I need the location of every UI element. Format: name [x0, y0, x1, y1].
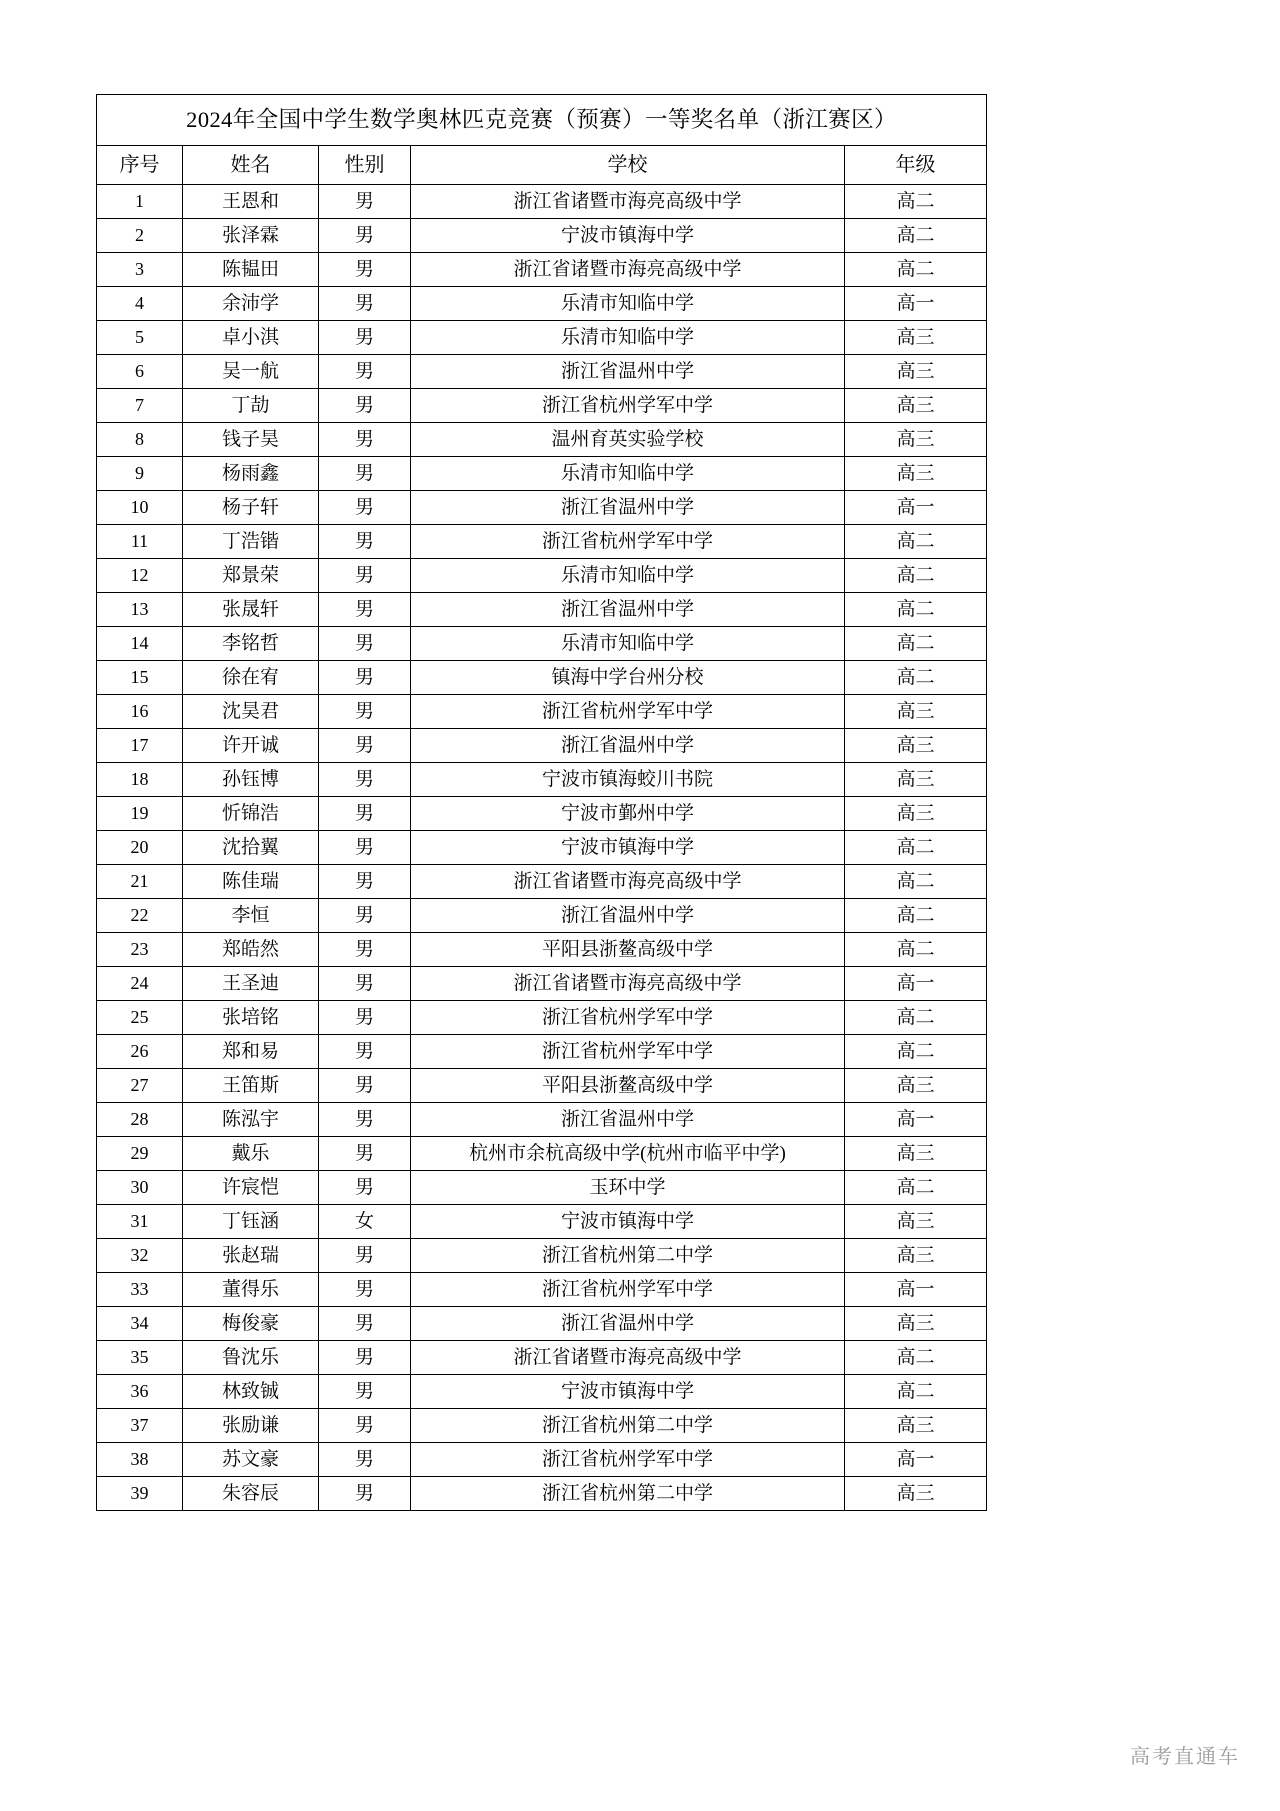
- cell-grade: 高二: [845, 219, 987, 253]
- cell-name: 陈泓宇: [183, 1103, 319, 1137]
- cell-index: 3: [97, 253, 183, 287]
- cell-name: 张赵瑞: [183, 1239, 319, 1273]
- table-row: [97, 389, 987, 423]
- cell-index: 21: [97, 865, 183, 899]
- cell-index: 27: [97, 1069, 183, 1103]
- table-row: [97, 321, 987, 355]
- cell-gender: 男: [319, 1137, 411, 1171]
- column-header-grade: 年级: [845, 146, 987, 185]
- cell-school: 浙江省温州中学: [411, 355, 845, 389]
- cell-gender: 男: [319, 525, 411, 559]
- cell-grade: 高二: [845, 627, 987, 661]
- table-row: [97, 287, 987, 321]
- cell-name: 陈韫田: [183, 253, 319, 287]
- table-row: [97, 729, 987, 763]
- table-row: [97, 491, 987, 525]
- cell-school: 浙江省杭州学军中学: [411, 695, 845, 729]
- cell-index: 32: [97, 1239, 183, 1273]
- cell-grade: 高一: [845, 1273, 987, 1307]
- cell-index: 13: [97, 593, 183, 627]
- award-list-table: [96, 94, 987, 1511]
- table-row: [97, 1443, 987, 1477]
- cell-school: 乐清市知临中学: [411, 457, 845, 491]
- table-row: [97, 797, 987, 831]
- table-row: [97, 763, 987, 797]
- cell-school: 浙江省温州中学: [411, 1307, 845, 1341]
- table-row: [97, 355, 987, 389]
- cell-gender: 男: [319, 593, 411, 627]
- cell-index: 8: [97, 423, 183, 457]
- cell-index: 5: [97, 321, 183, 355]
- cell-grade: 高三: [845, 729, 987, 763]
- cell-name: 鲁沈乐: [183, 1341, 319, 1375]
- cell-school: 浙江省温州中学: [411, 491, 845, 525]
- cell-school: 浙江省诸暨市海亮高级中学: [411, 1341, 845, 1375]
- cell-grade: 高三: [845, 1239, 987, 1273]
- cell-school: 乐清市知临中学: [411, 287, 845, 321]
- cell-index: 16: [97, 695, 183, 729]
- table-row: [97, 1477, 987, 1511]
- cell-name: 郑景荣: [183, 559, 319, 593]
- cell-school: 浙江省诸暨市海亮高级中学: [411, 253, 845, 287]
- table-row: [97, 695, 987, 729]
- cell-gender: 男: [319, 185, 411, 219]
- cell-school: 浙江省温州中学: [411, 899, 845, 933]
- cell-gender: 男: [319, 1409, 411, 1443]
- cell-gender: 男: [319, 831, 411, 865]
- cell-grade: 高二: [845, 525, 987, 559]
- cell-grade: 高二: [845, 1001, 987, 1035]
- cell-name: 梅俊豪: [183, 1307, 319, 1341]
- cell-school: 平阳县浙鳌高级中学: [411, 1069, 845, 1103]
- column-header-row: [97, 146, 987, 185]
- cell-school: 浙江省诸暨市海亮高级中学: [411, 185, 845, 219]
- table-row: [97, 1307, 987, 1341]
- cell-name: 吴一航: [183, 355, 319, 389]
- cell-index: 1: [97, 185, 183, 219]
- cell-index: 38: [97, 1443, 183, 1477]
- cell-index: 30: [97, 1171, 183, 1205]
- cell-name: 戴乐: [183, 1137, 319, 1171]
- table-row: [97, 933, 987, 967]
- watermark: 高考直通车: [1130, 1746, 1240, 1768]
- cell-gender: 男: [319, 321, 411, 355]
- table-row: [97, 865, 987, 899]
- cell-index: 10: [97, 491, 183, 525]
- cell-school: 浙江省杭州学军中学: [411, 1443, 845, 1477]
- cell-grade: 高一: [845, 967, 987, 1001]
- cell-gender: 男: [319, 1103, 411, 1137]
- cell-grade: 高三: [845, 797, 987, 831]
- cell-gender: 男: [319, 933, 411, 967]
- cell-index: 29: [97, 1137, 183, 1171]
- cell-grade: 高二: [845, 661, 987, 695]
- cell-grade: 高三: [845, 1137, 987, 1171]
- cell-name: 李铭哲: [183, 627, 319, 661]
- table-row: [97, 253, 987, 287]
- cell-grade: 高二: [845, 899, 987, 933]
- table-row: [97, 1409, 987, 1443]
- cell-index: 33: [97, 1273, 183, 1307]
- cell-name: 陈佳瑞: [183, 865, 319, 899]
- cell-school: 宁波市镇海中学: [411, 1205, 845, 1239]
- cell-gender: 男: [319, 797, 411, 831]
- cell-school: 浙江省杭州第二中学: [411, 1477, 845, 1511]
- table-row: [97, 525, 987, 559]
- table-row: [97, 1035, 987, 1069]
- cell-school: 浙江省杭州学军中学: [411, 1035, 845, 1069]
- table-row: [97, 627, 987, 661]
- cell-grade: 高二: [845, 831, 987, 865]
- cell-name: 张泽霖: [183, 219, 319, 253]
- cell-gender: 男: [319, 1171, 411, 1205]
- cell-school: 乐清市知临中学: [411, 321, 845, 355]
- cell-gender: 男: [319, 1341, 411, 1375]
- cell-grade: 高三: [845, 695, 987, 729]
- cell-gender: 男: [319, 763, 411, 797]
- cell-gender: 男: [319, 1035, 411, 1069]
- table-row: [97, 967, 987, 1001]
- cell-grade: 高二: [845, 1375, 987, 1409]
- cell-index: 28: [97, 1103, 183, 1137]
- cell-index: 4: [97, 287, 183, 321]
- cell-school: 浙江省温州中学: [411, 593, 845, 627]
- table-body: [97, 185, 987, 1511]
- cell-school: 浙江省温州中学: [411, 729, 845, 763]
- cell-index: 14: [97, 627, 183, 661]
- cell-gender: 男: [319, 1375, 411, 1409]
- cell-grade: 高三: [845, 355, 987, 389]
- cell-school: 宁波市镇海蛟川书院: [411, 763, 845, 797]
- cell-grade: 高一: [845, 1443, 987, 1477]
- title-row: [97, 95, 987, 146]
- cell-gender: 男: [319, 1443, 411, 1477]
- cell-name: 张培铭: [183, 1001, 319, 1035]
- cell-gender: 男: [319, 695, 411, 729]
- cell-grade: 高二: [845, 253, 987, 287]
- cell-name: 王恩和: [183, 185, 319, 219]
- column-header-gender: 性别: [319, 146, 411, 185]
- cell-index: 12: [97, 559, 183, 593]
- cell-school: 乐清市知临中学: [411, 627, 845, 661]
- cell-index: 39: [97, 1477, 183, 1511]
- cell-school: 玉环中学: [411, 1171, 845, 1205]
- cell-school: 宁波市镇海中学: [411, 831, 845, 865]
- cell-name: 林致铖: [183, 1375, 319, 1409]
- cell-index: 22: [97, 899, 183, 933]
- cell-name: 孙钰博: [183, 763, 319, 797]
- cell-name: 沈拾翼: [183, 831, 319, 865]
- cell-school: 浙江省杭州学军中学: [411, 1273, 845, 1307]
- cell-grade: 高二: [845, 185, 987, 219]
- table-row: [97, 899, 987, 933]
- cell-grade: 高三: [845, 457, 987, 491]
- cell-name: 许开诚: [183, 729, 319, 763]
- table-header: [97, 95, 987, 185]
- table-row: [97, 1273, 987, 1307]
- cell-school: 杭州市余杭高级中学(杭州市临平中学): [411, 1137, 845, 1171]
- cell-name: 忻锦浩: [183, 797, 319, 831]
- cell-name: 丁浩锴: [183, 525, 319, 559]
- cell-index: 2: [97, 219, 183, 253]
- cell-index: 7: [97, 389, 183, 423]
- cell-index: 36: [97, 1375, 183, 1409]
- cell-gender: 男: [319, 491, 411, 525]
- table-row: [97, 1069, 987, 1103]
- column-header-index: 序号: [97, 146, 183, 185]
- cell-gender: 男: [319, 627, 411, 661]
- cell-grade: 高三: [845, 763, 987, 797]
- cell-school: 宁波市镇海中学: [411, 219, 845, 253]
- cell-index: 25: [97, 1001, 183, 1035]
- cell-name: 余沛学: [183, 287, 319, 321]
- cell-gender: 男: [319, 729, 411, 763]
- cell-gender: 男: [319, 899, 411, 933]
- table-row: [97, 593, 987, 627]
- cell-grade: 高三: [845, 389, 987, 423]
- cell-school: 浙江省诸暨市海亮高级中学: [411, 967, 845, 1001]
- cell-name: 董得乐: [183, 1273, 319, 1307]
- cell-index: 20: [97, 831, 183, 865]
- table-row: [97, 1137, 987, 1171]
- cell-grade: 高二: [845, 593, 987, 627]
- cell-gender: 男: [319, 865, 411, 899]
- cell-name: 杨子轩: [183, 491, 319, 525]
- cell-grade: 高一: [845, 491, 987, 525]
- cell-gender: 男: [319, 559, 411, 593]
- cell-grade: 高三: [845, 1307, 987, 1341]
- cell-index: 24: [97, 967, 183, 1001]
- cell-school: 宁波市鄞州中学: [411, 797, 845, 831]
- cell-index: 9: [97, 457, 183, 491]
- cell-grade: 高二: [845, 1341, 987, 1375]
- cell-grade: 高二: [845, 1035, 987, 1069]
- cell-name: 杨雨鑫: [183, 457, 319, 491]
- cell-index: 23: [97, 933, 183, 967]
- cell-school: 浙江省杭州学军中学: [411, 389, 845, 423]
- cell-index: 37: [97, 1409, 183, 1443]
- column-header-school: 学校: [411, 146, 845, 185]
- cell-name: 郑和易: [183, 1035, 319, 1069]
- cell-gender: 女: [319, 1205, 411, 1239]
- cell-name: 钱子昊: [183, 423, 319, 457]
- cell-gender: 男: [319, 1069, 411, 1103]
- award-list-sheet: [96, 94, 986, 1511]
- table-row: [97, 1341, 987, 1375]
- cell-name: 王笛斯: [183, 1069, 319, 1103]
- cell-gender: 男: [319, 355, 411, 389]
- cell-name: 丁钰涵: [183, 1205, 319, 1239]
- cell-name: 李恒: [183, 899, 319, 933]
- cell-gender: 男: [319, 287, 411, 321]
- cell-grade: 高三: [845, 1069, 987, 1103]
- cell-school: 宁波市镇海中学: [411, 1375, 845, 1409]
- cell-gender: 男: [319, 1273, 411, 1307]
- cell-grade: 高三: [845, 321, 987, 355]
- table-row: [97, 831, 987, 865]
- table-row: [97, 1103, 987, 1137]
- cell-school: 平阳县浙鳌高级中学: [411, 933, 845, 967]
- cell-gender: 男: [319, 967, 411, 1001]
- table-row: [97, 1171, 987, 1205]
- cell-name: 张励谦: [183, 1409, 319, 1443]
- table-row: [97, 423, 987, 457]
- cell-index: 18: [97, 763, 183, 797]
- cell-name: 丁劼: [183, 389, 319, 423]
- cell-name: 卓小淇: [183, 321, 319, 355]
- cell-name: 王圣迪: [183, 967, 319, 1001]
- cell-grade: 高二: [845, 865, 987, 899]
- cell-gender: 男: [319, 661, 411, 695]
- cell-name: 朱容辰: [183, 1477, 319, 1511]
- cell-name: 许宸恺: [183, 1171, 319, 1205]
- cell-school: 镇海中学台州分校: [411, 661, 845, 695]
- cell-index: 34: [97, 1307, 183, 1341]
- cell-index: 6: [97, 355, 183, 389]
- table-row: [97, 185, 987, 219]
- cell-grade: 高二: [845, 933, 987, 967]
- cell-gender: 男: [319, 1001, 411, 1035]
- cell-grade: 高二: [845, 1171, 987, 1205]
- cell-gender: 男: [319, 1307, 411, 1341]
- cell-index: 19: [97, 797, 183, 831]
- cell-school: 浙江省杭州第二中学: [411, 1239, 845, 1273]
- cell-school: 浙江省杭州学军中学: [411, 1001, 845, 1035]
- table-row: [97, 1239, 987, 1273]
- cell-school: 浙江省杭州第二中学: [411, 1409, 845, 1443]
- cell-index: 17: [97, 729, 183, 763]
- cell-index: 11: [97, 525, 183, 559]
- cell-grade: 高三: [845, 423, 987, 457]
- cell-school: 乐清市知临中学: [411, 559, 845, 593]
- cell-name: 徐在宥: [183, 661, 319, 695]
- cell-gender: 男: [319, 219, 411, 253]
- cell-gender: 男: [319, 423, 411, 457]
- cell-index: 26: [97, 1035, 183, 1069]
- table-row: [97, 661, 987, 695]
- cell-index: 35: [97, 1341, 183, 1375]
- document-title: 2024年全国中学生数学奥林匹克竞赛（预赛）一等奖名单（浙江赛区）: [97, 95, 987, 146]
- cell-grade: 高一: [845, 287, 987, 321]
- cell-school: 温州育英实验学校: [411, 423, 845, 457]
- table-row: [97, 1001, 987, 1035]
- cell-school: 浙江省诸暨市海亮高级中学: [411, 865, 845, 899]
- cell-name: 郑皓然: [183, 933, 319, 967]
- cell-name: 沈昊君: [183, 695, 319, 729]
- cell-gender: 男: [319, 253, 411, 287]
- cell-grade: 高二: [845, 559, 987, 593]
- table-row: [97, 1205, 987, 1239]
- cell-school: 浙江省杭州学军中学: [411, 525, 845, 559]
- cell-school: 浙江省温州中学: [411, 1103, 845, 1137]
- column-header-name: 姓名: [183, 146, 319, 185]
- cell-grade: 高一: [845, 1103, 987, 1137]
- cell-grade: 高三: [845, 1409, 987, 1443]
- cell-gender: 男: [319, 1239, 411, 1273]
- cell-grade: 高三: [845, 1477, 987, 1511]
- cell-gender: 男: [319, 1477, 411, 1511]
- cell-grade: 高三: [845, 1205, 987, 1239]
- table-row: [97, 559, 987, 593]
- cell-name: 张晟轩: [183, 593, 319, 627]
- table-row: [97, 1375, 987, 1409]
- table-row: [97, 219, 987, 253]
- cell-name: 苏文豪: [183, 1443, 319, 1477]
- cell-index: 15: [97, 661, 183, 695]
- cell-gender: 男: [319, 389, 411, 423]
- cell-index: 31: [97, 1205, 183, 1239]
- table-row: [97, 457, 987, 491]
- cell-gender: 男: [319, 457, 411, 491]
